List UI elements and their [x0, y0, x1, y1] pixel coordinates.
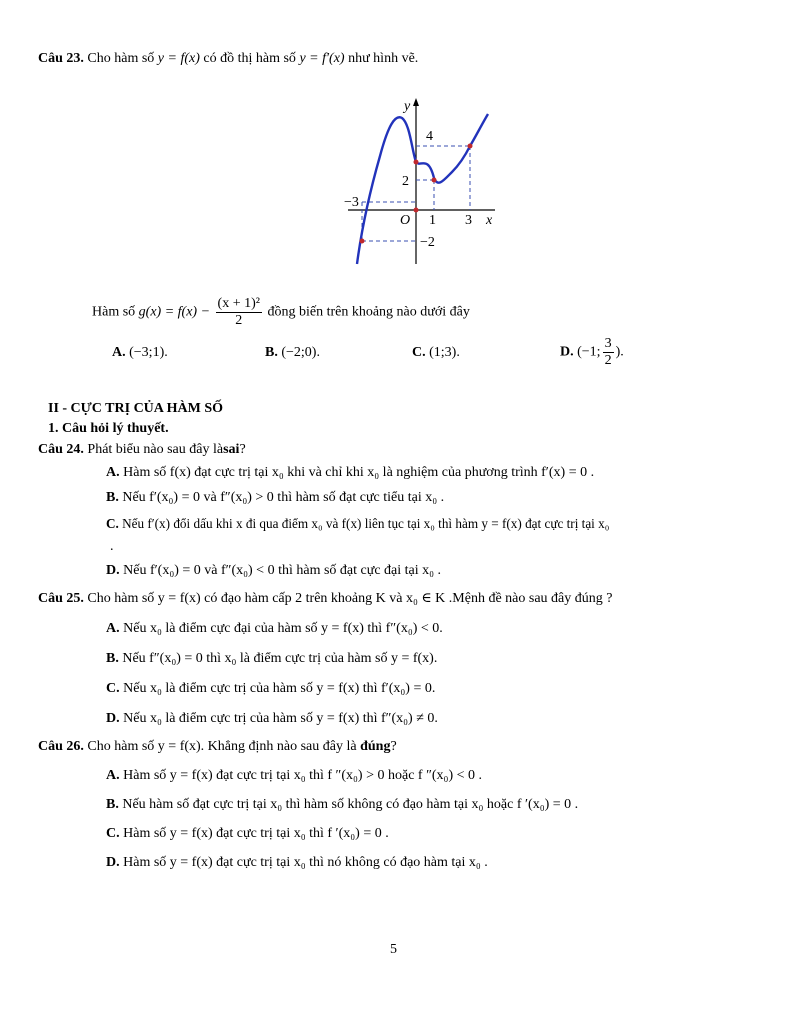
g-frac-den: 2	[235, 313, 243, 328]
q23-c-text: (1;3).	[429, 345, 460, 360]
q24-stem	[38, 441, 246, 459]
q24-option-a[interactable]	[106, 464, 594, 482]
q25-d-text: Nếu x₀ là điểm cực trị của hàm số y = f(x) thì f″(x₀) ≠ 0.	[123, 711, 438, 726]
q23-d-num: 3	[604, 336, 612, 351]
q24-a-text: Hàm số f(x) đạt cực trị tại x₀ khi và chỉ khi x₀ là nghiệm của phương trình f′(x) = 0 .	[123, 465, 595, 480]
y-axis-arrow	[413, 98, 419, 106]
section-title: II - CỰC TRỊ CỦA HÀM SỐ	[48, 401, 224, 416]
q25-stem	[38, 590, 612, 608]
origin-label: O	[400, 213, 411, 228]
q24-option-b[interactable]	[106, 489, 444, 507]
q26-option-a[interactable]	[106, 767, 482, 785]
q26-c-letter: C.	[106, 826, 120, 841]
q26-a-text: Hàm số y = f(x) đạt cực trị tại x₀ thì f ″(x₀) > 0 hoặc f ″(x₀) < 0 .	[123, 768, 482, 783]
q26-c-text: Hàm số y = f(x) đạt cực trị tại x₀ thì f ′(x₀) = 0 .	[123, 826, 389, 841]
g-outro: đồng biến trên khoảng nào dưới đây	[267, 304, 470, 320]
q24-b-letter: B.	[106, 490, 119, 505]
q25-c-letter: C.	[106, 681, 120, 696]
q26-label: Câu 26.	[38, 739, 84, 754]
q23-option-a[interactable]	[112, 345, 168, 361]
q23-a-letter: A.	[112, 345, 126, 360]
q25-a-letter: A.	[106, 621, 120, 636]
q26-stem-b: ?	[390, 739, 397, 754]
y-label: y	[404, 99, 411, 114]
g-intro: Hàm số	[92, 304, 136, 320]
q26-stem-a: Cho hàm số y = f(x). Khẳng định nào sau đây là	[87, 739, 357, 754]
q25-option-b[interactable]	[106, 650, 437, 668]
label-1: 1	[429, 213, 436, 228]
g-fraction	[216, 296, 262, 329]
label-2: 2	[402, 174, 409, 189]
q24-c-letter: C.	[106, 516, 119, 531]
q26-stem	[38, 738, 397, 756]
q23-d-text-a: (−1;	[577, 344, 601, 360]
q23-d-fraction	[603, 336, 614, 369]
section-subtitle: 1. Câu hỏi lý thuyết.	[48, 421, 169, 436]
q25-b-text: Nếu f″(x₀) = 0 thì x₀ là điểm cực trị của hàm số y = f(x).	[122, 651, 438, 666]
q24-c-text: Nếu f′(x) đổi dấu khi x đi qua điểm x₀ và f(x) liên tục tại x₀ thì hàm y = f(x) đạt cực trị tại x₀	[122, 516, 610, 531]
q26-d-letter: D.	[106, 855, 120, 870]
q23-option-b[interactable]	[265, 345, 320, 361]
q24-d-text: Nếu f′(x₀) = 0 và f″(x₀) < 0 thì hàm số đạt cực đại tại x₀ .	[123, 563, 442, 578]
q23-fpx: y = f′(x)	[299, 51, 345, 66]
q24-stem-a: Phát biểu nào sau đây là	[87, 442, 224, 457]
q26-b-text: Nếu hàm số đạt cực trị tại x₀ thì hàm số không có đạo hàm tại x₀ hoặc f ′(x₀) = 0 .	[122, 797, 579, 812]
label-neg3: −3	[344, 195, 359, 210]
q24-d-letter: D.	[106, 563, 120, 578]
derivative-graph	[340, 96, 500, 271]
q25-option-c[interactable]	[106, 680, 435, 698]
q26-option-c[interactable]	[106, 825, 389, 843]
q24-a-letter: A.	[106, 465, 120, 480]
q24-stem-bold: sai	[223, 442, 240, 457]
q25-option-d[interactable]	[106, 710, 438, 728]
page-number: 5	[390, 942, 397, 957]
q23-d-den: 2	[604, 353, 612, 368]
q25-b-letter: B.	[106, 651, 119, 666]
q23-b-text: (−2;0).	[281, 345, 320, 360]
q25-stem-text: Cho hàm số y = f(x) có đạo hàm cấp 2 trên khoảng K và x₀ ∈ K .Mệnh đề nào sau đây đúng ?	[87, 591, 613, 606]
q23-option-c[interactable]	[412, 345, 460, 361]
q23-label: Câu 23.	[38, 51, 84, 66]
q23-d-text-b: ).	[615, 344, 624, 360]
q26-d-text: Hàm số y = f(x) đạt cực trị tại x₀ thì nó không có đạo hàm tại x₀ .	[123, 855, 488, 870]
q23-intro-b: có đồ thị hàm số	[203, 51, 296, 66]
label-3: 3	[465, 213, 472, 228]
q23-stem	[38, 50, 418, 68]
q23-intro-c: như hình vẽ.	[348, 51, 419, 66]
q23-g-definition	[92, 296, 470, 329]
q25-c-text: Nếu x₀ là điểm cực trị của hàm số y = f(x) thì f′(x₀) = 0.	[123, 681, 436, 696]
q26-a-letter: A.	[106, 768, 120, 783]
q24-option-c[interactable]	[106, 515, 609, 533]
q23-b-letter: B.	[265, 345, 278, 360]
q26-b-letter: B.	[106, 797, 119, 812]
label-neg2: −2	[420, 235, 435, 250]
q23-intro-a: Cho hàm số	[87, 51, 155, 66]
q26-option-d[interactable]	[106, 854, 488, 872]
q26-stem-bold: đúng	[360, 739, 391, 754]
q24-option-c-dot: .	[110, 539, 114, 554]
g-frac-num: (x + 1)²	[217, 296, 260, 311]
q24-b-text: Nếu f′(x₀) = 0 và f″(x₀) > 0 thì hàm số đạt cực tiểu tại x₀ .	[122, 490, 445, 505]
q24-option-d[interactable]	[106, 562, 441, 580]
q23-a-text: (−3;1).	[129, 345, 168, 360]
label-4: 4	[426, 129, 433, 144]
x-label: x	[486, 213, 493, 228]
q23-c-letter: C.	[412, 345, 426, 360]
g-expr: g(x) = f(x) −	[138, 304, 211, 320]
q23-d-letter: D.	[560, 344, 574, 360]
q25-option-a[interactable]	[106, 620, 443, 638]
q24-label: Câu 24.	[38, 442, 84, 457]
q23-option-d[interactable]	[560, 336, 624, 369]
q25-label: Câu 25.	[38, 591, 84, 606]
q25-d-letter: D.	[106, 711, 120, 726]
q23-fx: y = f(x)	[157, 51, 200, 66]
q25-a-text: Nếu x₀ là điểm cực đại của hàm số y = f(x) thì f″(x₀) < 0.	[123, 621, 443, 636]
q24-stem-b: ?	[239, 442, 246, 457]
q26-option-b[interactable]	[106, 796, 578, 814]
